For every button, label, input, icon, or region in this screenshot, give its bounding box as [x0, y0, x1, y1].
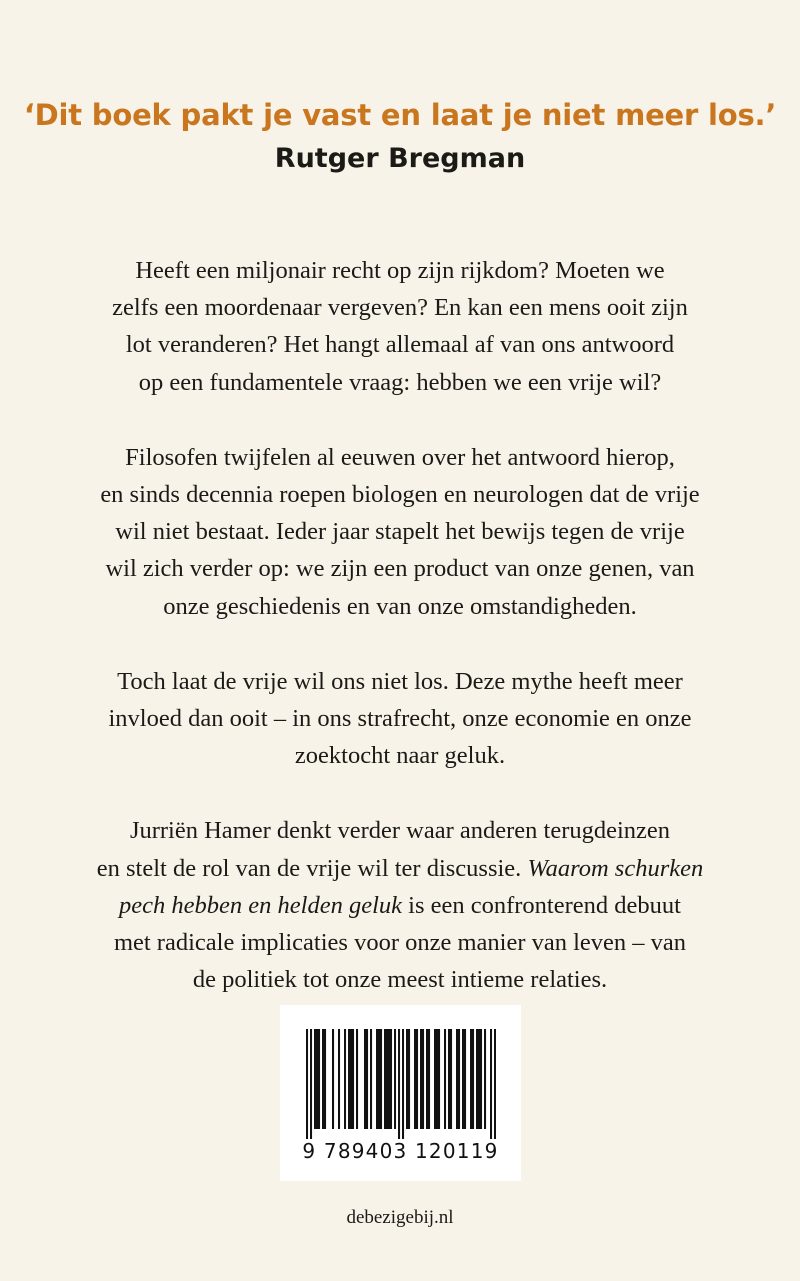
barcode-bar	[366, 1029, 368, 1129]
blurb-line	[40, 850, 760, 887]
blurb-line: met radicale implicaties voor onze manier van leven – van	[113, 929, 687, 957]
blurb-paragraph-2	[40, 439, 760, 625]
blurb-line	[40, 887, 760, 924]
barcode-bar	[420, 1029, 422, 1129]
barcode-bar	[338, 1029, 340, 1129]
barcode-bar	[458, 1029, 460, 1129]
barcode-bar	[428, 1029, 430, 1129]
barcode-bar	[456, 1029, 458, 1129]
blurb-line: de politiek tot onze meest intieme relaties.	[192, 966, 608, 994]
barcode-bar	[450, 1029, 452, 1129]
barcode-bar	[472, 1029, 474, 1129]
barcode-bar	[348, 1029, 350, 1129]
barcode-guard-bar	[494, 1029, 496, 1139]
barcode-bar	[406, 1029, 408, 1129]
barcode-bar	[316, 1029, 318, 1129]
barcode-bar	[332, 1029, 334, 1129]
barcode-guard-bar	[398, 1029, 400, 1139]
barcode-bar	[380, 1029, 382, 1129]
isbn-barcode	[280, 1005, 521, 1181]
endorsement-author: Rutger Bregman	[274, 143, 526, 174]
blurb-line: wil niet bestaat. Ieder jaar stapelt het bewijs tegen de vrije	[115, 518, 685, 546]
barcode-bar	[436, 1029, 438, 1129]
barcode-bar	[384, 1029, 386, 1129]
barcode-bar	[484, 1029, 486, 1129]
barcode-bars	[306, 1029, 496, 1139]
barcode-bar	[388, 1029, 390, 1129]
blurb-line: wil zich verder op: we zijn een product van onze genen, van	[105, 555, 695, 583]
barcode-bar	[426, 1029, 428, 1129]
blurb-paragraph-4	[40, 812, 760, 998]
barcode-bar	[408, 1029, 410, 1129]
barcode-bar	[378, 1029, 380, 1129]
barcode-bar	[480, 1029, 482, 1129]
blurb-line: en sinds decennia roepen biologen en neurologen dat de vrije	[100, 481, 700, 509]
barcode-bar	[478, 1029, 480, 1129]
barcode-bar	[390, 1029, 392, 1129]
barcode-bar	[364, 1029, 366, 1129]
barcode-bar	[414, 1029, 416, 1129]
barcode-guard-bar	[310, 1029, 312, 1139]
endorsement-quote: ‘Dit boek pakt je vast en laat je niet meer los.’	[23, 98, 777, 132]
book-title-italic: pech hebben en helden geluk	[119, 891, 403, 919]
blurb-line: lot veranderen? Het hangt allemaal af van ons antwoord	[125, 331, 675, 359]
blurb-line: onze geschiedenis en van onze omstandigheden.	[163, 592, 637, 620]
barcode-bar	[376, 1029, 378, 1129]
blurb-line: Heeft een miljonair recht op zijn rijkdom? Moeten we	[135, 257, 665, 284]
barcode-bar	[318, 1029, 320, 1129]
barcode-bar	[394, 1029, 396, 1129]
barcode-bar	[416, 1029, 418, 1129]
blurb-line: Jurriën Hamer denkt verder waar anderen terugdeinzen	[129, 817, 671, 845]
barcode-bar	[464, 1029, 466, 1129]
publisher-website: debezigebij.nl	[346, 1207, 454, 1228]
barcode-bar	[352, 1029, 354, 1129]
barcode-bar	[324, 1029, 326, 1129]
blurb-line: zoektocht naar geluk.	[294, 742, 506, 770]
barcode-bar	[350, 1029, 352, 1129]
barcode-bar	[444, 1029, 446, 1129]
barcode-guard-bar	[306, 1029, 308, 1139]
barcode-bar	[370, 1029, 372, 1129]
blurb-text-plain: is een confronterend debuut	[402, 891, 681, 919]
barcode-bar	[314, 1029, 316, 1129]
book-title-italic: Waarom schurken	[527, 854, 704, 882]
blurb-line: op een fundamentele vraag: hebben we een vrije wil?	[138, 368, 662, 396]
blurb-text	[40, 252, 760, 1036]
barcode-bar	[422, 1029, 424, 1129]
isbn-number: 9 789403 120119	[302, 1139, 499, 1163]
blurb-text-plain: en stelt de rol van de vrije wil ter discussie.	[96, 854, 528, 882]
blurb-paragraph-3	[40, 663, 760, 775]
barcode-bar	[322, 1029, 324, 1129]
blurb-line: invloed dan ooit – in ons strafrecht, onze economie en onze	[108, 705, 692, 733]
barcode-bar	[434, 1029, 436, 1129]
blurb-line: Filosofen twijfelen al eeuwen over het antwoord hierop,	[125, 443, 675, 471]
barcode-bar	[476, 1029, 478, 1129]
barcode-bar	[344, 1029, 346, 1129]
barcode-bar	[438, 1029, 440, 1129]
blurb-line: zelfs een moordenaar vergeven? En kan een mens ooit zijn	[112, 294, 688, 322]
barcode-bar	[386, 1029, 388, 1129]
blurb-paragraph-1	[40, 252, 760, 401]
barcode-guard-bar	[402, 1029, 404, 1139]
blurb-line: Toch laat de vrije wil ons niet los. Deze mythe heeft meer	[117, 667, 683, 695]
barcode-bar	[448, 1029, 450, 1129]
barcode-bar	[462, 1029, 464, 1129]
barcode-bar	[356, 1029, 358, 1129]
barcode-guard-bar	[490, 1029, 492, 1139]
barcode-bar	[470, 1029, 472, 1129]
